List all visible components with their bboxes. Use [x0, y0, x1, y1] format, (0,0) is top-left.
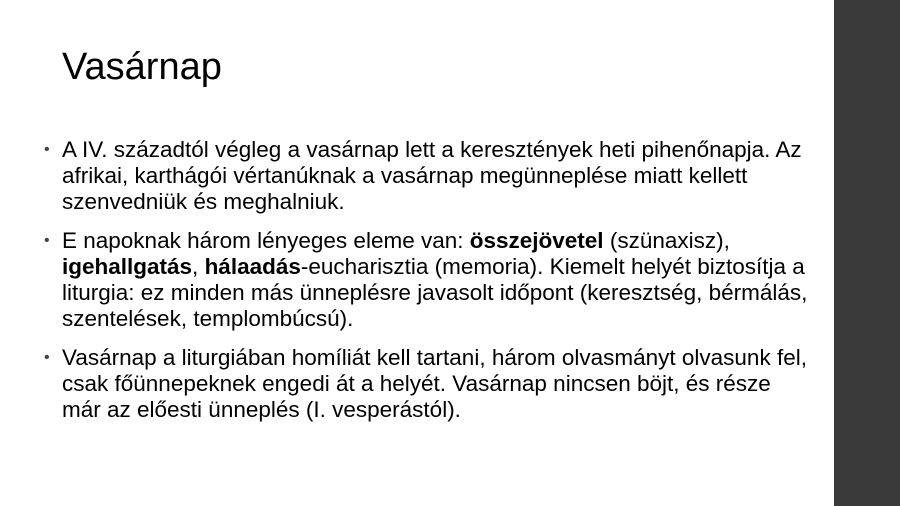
- bullet-item-1: [42, 137, 812, 215]
- bullet-text: Vasárnap a liturgiában homíliát kell tartani, három olvasmányt olvasunk fel, csak főünnepeknek engedi át a helyét. Vasárnap nincsen böjt, és része már az előesti ünneplés (I. vesperástól).: [62, 345, 807, 422]
- bold-term-igehallgatas: igehallgatás: [62, 254, 193, 279]
- bullet-text-part: ,: [192, 254, 205, 279]
- side-accent-bar: [834, 0, 900, 506]
- bullet-item-2: [42, 228, 812, 332]
- bullet-text-part: E napoknak három lényeges eleme van:: [62, 228, 470, 253]
- bullet-dot-icon: •: [44, 141, 50, 158]
- bullet-list: [42, 137, 812, 436]
- bullet-item-3: [42, 345, 812, 423]
- bullet-text-part: (szünaxisz),: [603, 228, 730, 253]
- bullet-dot-icon: •: [44, 349, 50, 366]
- bold-term-osszejovetel: összejövetel: [469, 228, 604, 253]
- bullet-text: A IV. századtól végleg a vasárnap lett a keresztények heti pihenőnapja. Az afrikai, karthágói vértanúknak a vasárnap megünneplése miatt kellett szenvedniük és meghalniuk.: [62, 137, 802, 214]
- slide-title: Vasárnap: [62, 46, 222, 88]
- bold-term-halaadas: hálaadás: [204, 254, 301, 279]
- bullet-text-part: -eucharisztia (memoria). Kiemelt helyét biztosítja a liturgia: ez minden más ünneplésre javasolt időpont (keresztség, bérmálás, szentelések, templombúcsú).: [62, 254, 808, 331]
- bullet-dot-icon: •: [44, 232, 50, 249]
